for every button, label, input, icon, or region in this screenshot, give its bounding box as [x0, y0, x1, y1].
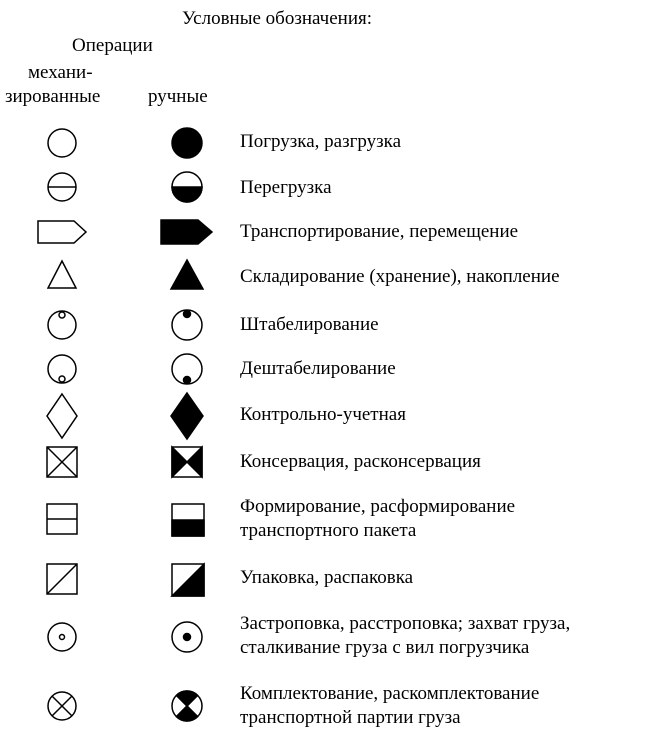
circle-filled-icon	[172, 128, 202, 158]
circle-dot-bottom-filled-icon	[172, 354, 202, 384]
circle-cross-filled-icon	[172, 691, 202, 721]
row-5-label: Штабелирование	[240, 314, 379, 335]
triangle-outline-icon	[48, 261, 76, 288]
row-9-label-line1: Формирование, расформирование	[240, 496, 516, 517]
circle-dot-top-filled-icon	[172, 310, 202, 340]
square-diagonal-filled-icon	[172, 564, 204, 596]
row-12-label-line2: транспортной партии груза	[240, 707, 461, 728]
square-half-outline-icon	[47, 504, 77, 534]
row-3-label: Транспортирование, перемещение	[240, 221, 519, 242]
row-4-label: Складирование (хранение), накопление	[240, 266, 560, 287]
circle-half-outline-icon	[48, 173, 76, 201]
triangle-filled-icon	[171, 260, 203, 289]
row-1-label: Погрузка, разгрузка	[240, 131, 402, 152]
diamond-filled-icon	[171, 393, 203, 439]
legend-title: Условные обозначения:	[182, 8, 373, 29]
row-11-label-line1: Застроповка, расстроповка; захват груза,	[240, 613, 571, 634]
square-diagonal-outline-icon	[47, 564, 77, 594]
circle-outline-icon	[48, 129, 76, 157]
manual-header: ручные	[148, 86, 208, 107]
row-9-label-line2: транспортного пакета	[240, 520, 417, 541]
row-6-label: Дештабелирование	[240, 358, 396, 379]
row-2-label: Перегрузка	[240, 177, 332, 198]
mechanized-header-line2: зированные	[5, 86, 101, 107]
diamond-outline-icon	[47, 394, 77, 438]
square-cross-filled-icon	[172, 447, 202, 477]
row-10-label: Упаковка, распаковка	[240, 567, 414, 588]
circle-center-dot-outline-icon	[48, 623, 76, 651]
square-cross-outline-icon	[47, 447, 77, 477]
transport-arrow-outline-icon	[38, 221, 86, 243]
mechanized-header-line1: механи-	[28, 62, 93, 83]
row-11-label-line2: сталкивание груза с вил погрузчика	[240, 637, 530, 658]
circle-center-dot-filled-icon	[172, 622, 202, 652]
row-12-label-line1: Комплектование, раскомплектование	[240, 683, 540, 704]
row-7-label: Контрольно-учетная	[240, 404, 406, 425]
transport-arrow-filled-icon	[161, 220, 212, 244]
operations-header: Операции	[72, 35, 153, 56]
circle-half-filled-icon	[172, 172, 202, 202]
circle-dot-top-outline-icon	[48, 311, 76, 339]
circle-cross-outline-icon	[48, 692, 76, 720]
row-8-label: Консервация, расконсервация	[240, 451, 481, 472]
square-half-filled-icon	[172, 504, 204, 536]
circle-dot-bottom-outline-icon	[48, 355, 76, 383]
